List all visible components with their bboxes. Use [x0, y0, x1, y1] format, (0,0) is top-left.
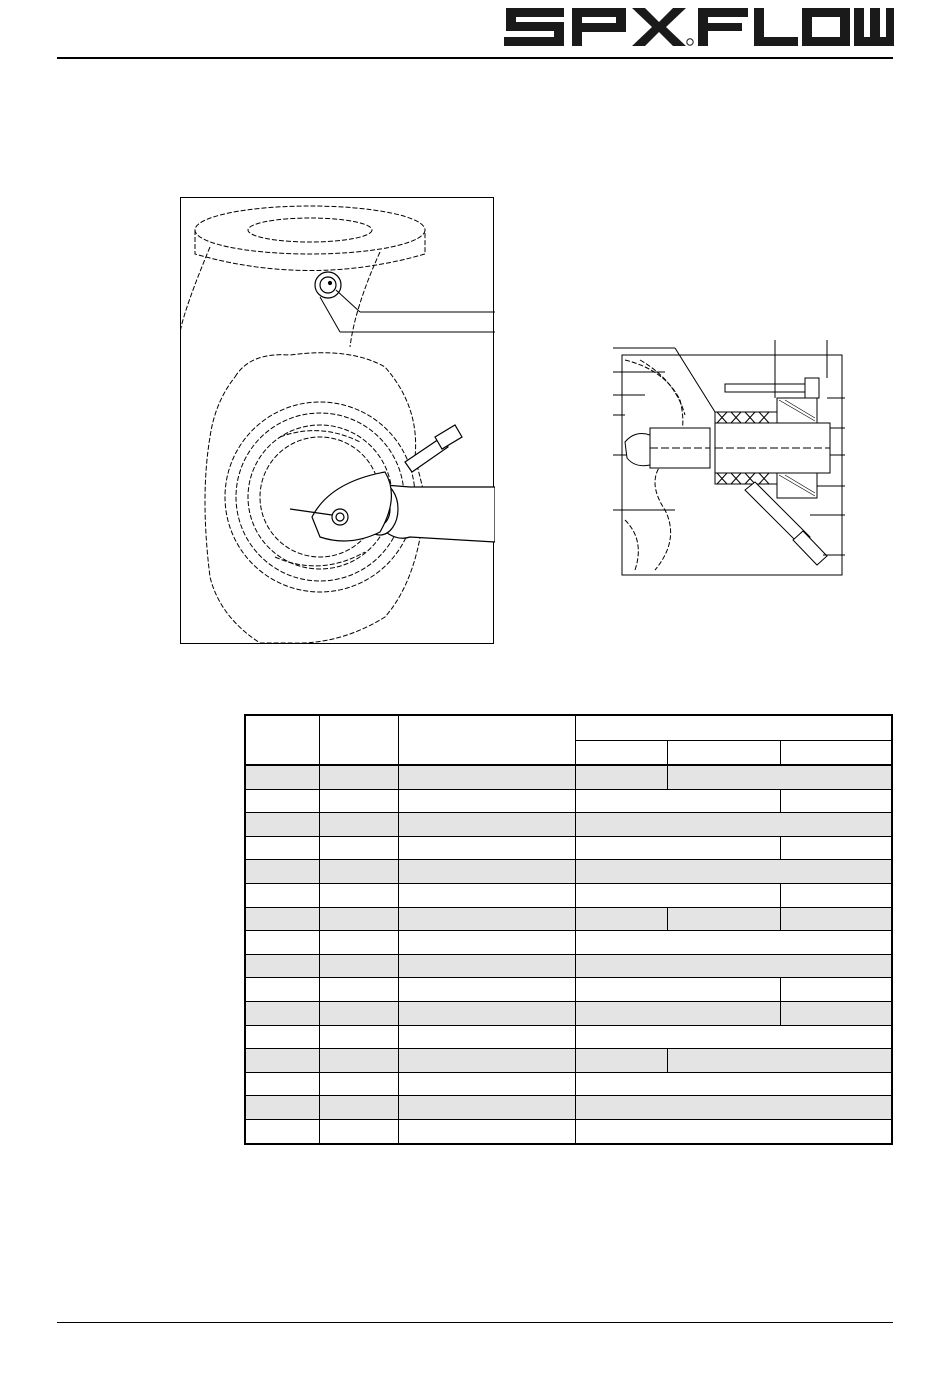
stuffing-box-section-drawing — [605, 340, 850, 580]
table-cell — [398, 860, 575, 884]
table-cell — [245, 860, 319, 884]
table-row — [245, 1001, 892, 1025]
table-row — [245, 883, 892, 907]
table-row — [245, 1049, 892, 1073]
table-cell — [245, 1119, 319, 1143]
table-cell — [245, 1001, 319, 1025]
table-cell — [575, 1119, 892, 1143]
table-cell — [667, 765, 892, 789]
table-cell — [319, 813, 398, 837]
header-cell-3 — [398, 715, 575, 765]
table-cell — [319, 860, 398, 884]
table-cell — [575, 1001, 780, 1025]
table-cell — [398, 1025, 575, 1049]
table-cell — [319, 931, 398, 955]
table-cell — [780, 1001, 892, 1025]
footer-rule — [57, 1322, 893, 1323]
table-cell — [319, 836, 398, 860]
table-cell — [398, 978, 575, 1002]
table-cell — [319, 954, 398, 978]
table-cell — [398, 883, 575, 907]
table-cell — [245, 931, 319, 955]
table-cell — [319, 1072, 398, 1096]
table-cell — [398, 1001, 575, 1025]
parts-table-body — [245, 765, 892, 1144]
table-row — [245, 860, 892, 884]
header-cell-1 — [245, 715, 319, 765]
header-subcell-2 — [667, 741, 780, 766]
table-row — [245, 1096, 892, 1120]
table-cell — [245, 1049, 319, 1073]
table-row — [245, 765, 892, 789]
table-row — [245, 907, 892, 931]
table-cell — [575, 931, 892, 955]
table-cell — [575, 836, 780, 860]
parts-table-header — [245, 715, 892, 765]
table-cell — [398, 1049, 575, 1073]
table-cell — [245, 789, 319, 813]
table-cell — [780, 883, 892, 907]
table-row — [245, 1072, 892, 1096]
table-cell — [575, 978, 780, 1002]
table-cell — [667, 907, 780, 931]
table-cell — [398, 954, 575, 978]
table-cell — [245, 836, 319, 860]
table-cell — [575, 1049, 667, 1073]
table-row — [245, 789, 892, 813]
table-cell — [575, 883, 780, 907]
table-cell — [575, 813, 892, 837]
table-cell — [319, 1119, 398, 1143]
table-row — [245, 1119, 892, 1143]
table-cell — [780, 789, 892, 813]
table-cell — [245, 1072, 319, 1096]
table-cell — [245, 1025, 319, 1049]
table-cell — [780, 907, 892, 931]
table-cell — [575, 954, 892, 978]
table-cell — [575, 907, 667, 931]
table-cell — [398, 1096, 575, 1120]
header-cell-group — [575, 715, 892, 741]
table-row — [245, 836, 892, 860]
table-row — [245, 978, 892, 1002]
header-rule — [57, 57, 893, 59]
table-cell — [398, 765, 575, 789]
table-cell — [319, 1025, 398, 1049]
table-cell — [398, 1119, 575, 1143]
table-cell — [319, 765, 398, 789]
table-cell — [398, 907, 575, 931]
header-cell-2 — [319, 715, 398, 765]
table-cell — [667, 1049, 892, 1073]
table-row — [245, 931, 892, 955]
table-cell — [398, 931, 575, 955]
table-cell — [575, 1096, 892, 1120]
table-cell — [398, 1072, 575, 1096]
table-cell — [575, 789, 780, 813]
table-cell — [319, 1049, 398, 1073]
table-cell — [575, 1072, 892, 1096]
table-cell — [319, 1096, 398, 1120]
table-cell — [245, 978, 319, 1002]
table-cell — [245, 883, 319, 907]
table-cell — [319, 789, 398, 813]
header-subcell-1 — [575, 741, 667, 766]
table-cell — [245, 907, 319, 931]
parts-table — [244, 714, 893, 1145]
table-cell — [319, 907, 398, 931]
table-cell — [398, 813, 575, 837]
pump-casing-illustration — [180, 197, 495, 645]
table-cell — [780, 836, 892, 860]
header-subcell-3 — [780, 741, 892, 766]
table-cell — [575, 1025, 892, 1049]
table-row — [245, 1025, 892, 1049]
table-cell — [319, 978, 398, 1002]
table-cell — [245, 954, 319, 978]
table-row — [245, 954, 892, 978]
table-cell — [398, 789, 575, 813]
table-row — [245, 813, 892, 837]
table-cell — [780, 978, 892, 1002]
table-cell — [319, 883, 398, 907]
table-cell — [398, 836, 575, 860]
table-cell — [575, 765, 667, 789]
table-cell — [245, 1096, 319, 1120]
table-cell — [319, 1001, 398, 1025]
table-cell — [245, 813, 319, 837]
spxflow-logo — [502, 4, 894, 48]
table-cell — [245, 765, 319, 789]
table-cell — [575, 860, 892, 884]
